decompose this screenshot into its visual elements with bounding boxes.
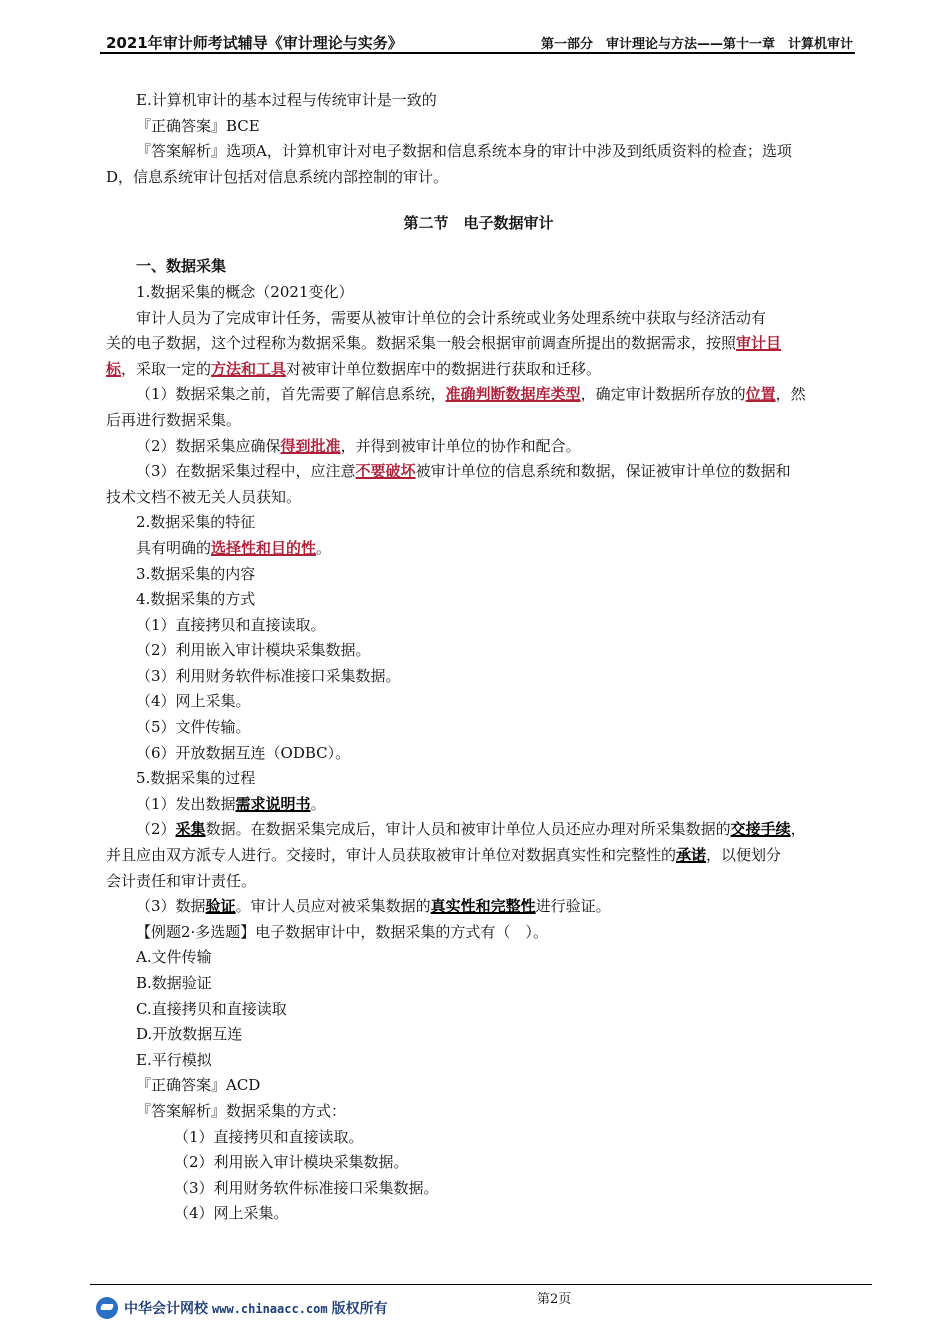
analysis-item: （1）直接拷贝和直接读取。 [174,1127,364,1146]
analysis-item: （2）利用嵌入审计模块采集数据。 [174,1153,409,1172]
emphasis: 验证 [205,897,236,916]
list-item: （2）数据采集应确保得到批准，并得到被审计单位的协作和配合。 [136,436,581,455]
emphasis: 真实性和完整性 [430,897,536,916]
heading-data-collection: 一、数据采集 [136,257,227,276]
header-title: 2021年审计师考试辅导《审计理论与实务》 [106,34,403,52]
page-number: 第2页 [537,1292,572,1307]
example-option: C.直接拷贝和直接读取 [136,999,287,1018]
analysis-item: （3）利用财务软件标准接口采集数据。 [174,1178,439,1197]
footer-divider [90,1284,872,1285]
section-title: 第二节 电子数据审计 [403,214,554,233]
highlight: 标 [106,359,122,378]
example-option: E.平行模拟 [136,1050,212,1069]
copyright: 版权所有 [331,1301,388,1317]
correct-answer: 『正确答案』BCE [136,116,260,135]
page-header [100,30,855,54]
method-item: （2）利用嵌入审计模块采集数据。 [136,641,371,660]
method-title: 4.数据采集的方式 [136,590,256,609]
logo-icon [96,1297,118,1319]
highlight: 得到批准 [280,436,341,455]
emphasis: 承诺 [676,846,707,865]
highlight: 审计目 [736,334,782,353]
emphasis: 交接手续 [730,820,791,839]
list-item-cont: 技术文档不被无关人员获知。 [106,487,302,506]
example-option: A.文件传输 [136,948,212,967]
paragraph: 审计人员为了完成审计任务，需要从被审计单位的会计系统或业务处理系统中获取与经济活动有 [136,308,767,327]
method-item: （6）开放数据互连（ODBC）。 [136,743,351,762]
emphasis: 需求说明书 [235,794,311,813]
analysis-item: （4）网上采集。 [174,1204,289,1223]
content-title: 3.数据采集的内容 [136,564,256,583]
feature-title: 2.数据采集的特征 [136,513,256,532]
process-step-cont: 并且应由双方派专人进行。交接时，审计人员获取被审计单位对数据真实性和完整性的承诺，以便划分 [106,846,782,865]
example-option: B.数据验证 [136,974,212,992]
example-answer: 『正确答案』ACD [136,1076,261,1095]
concept-title: 1.数据采集的概念（2021变化） [136,282,354,301]
process-step: （3）数据验证。审计人员应对被采集数据的真实性和完整性进行验证。 [136,897,611,916]
paragraph-line: 标，采取一定的方法和工具对被审计单位数据库中的数据进行获取和迁移。 [106,359,602,378]
document-body [106,88,851,1227]
highlight: 选择性和目的性 [211,538,317,557]
answer-analysis: 『答案解析』选项A，计算机审计对电子数据和信息系统本身的审计中涉及到纸质资料的检查；选项 [136,142,792,161]
site-link[interactable]: www.chinaacc.com [212,1302,328,1316]
list-item: （1）数据采集之前，首先需要了解信息系统，准确判断数据库类型，确定审计数据所存放的位置，然 [136,385,806,404]
process-step-cont: 会计责任和审计责任。 [106,871,257,890]
feature-text: 具有明确的选择性和目的性。 [136,538,332,557]
process-step: （2）采集数据。在数据采集完成后，审计人员和被审计单位人员还应办理对所采集数据的交接手续， [136,820,806,839]
answer-analysis-cont: D，信息系统审计包括对信息系统内部控制的审计。 [106,167,449,186]
header-chapter: 第一部分 审计理论与方法——第十一章 计算机审计 [540,37,853,52]
method-item: （1）直接拷贝和直接读取。 [136,615,326,634]
brand-name: 中华会计网校 [124,1301,208,1317]
highlight: 位置 [745,385,776,404]
highlight: 方法和工具 [211,359,287,378]
method-item: （5）文件传输。 [136,718,251,737]
process-title: 5.数据采集的过程 [136,769,256,788]
highlight: 不要破坏 [355,462,416,481]
example-option: D.开放数据互连 [136,1025,243,1044]
footer-brand [124,1298,388,1318]
example-question: 【例题2·多选题】电子数据审计中，数据采集的方式有（ ）。 [136,922,548,941]
paragraph-line: 关的电子数据，这个过程称为数据采集。数据采集一般会根据审前调查所提出的数据需求，按照审计目 [106,334,782,353]
list-item-cont: 后再进行数据采集。 [106,410,242,429]
emphasis: 采集 [175,820,206,839]
process-step: （1）发出数据需求说明书。 [136,794,326,813]
method-item: （4）网上采集。 [136,692,251,711]
example-analysis: 『答案解析』数据采集的方式： [136,1101,347,1120]
option-e: E.计算机审计的基本过程与传统审计是一致的 [136,91,437,109]
highlight: 准确判断数据库类型 [445,385,581,404]
list-item: （3）在数据采集过程中，应注意不要破坏被审计单位的信息系统和数据，保证被审计单位的数据和 [136,462,791,481]
method-item: （3）利用财务软件标准接口采集数据。 [136,666,401,685]
